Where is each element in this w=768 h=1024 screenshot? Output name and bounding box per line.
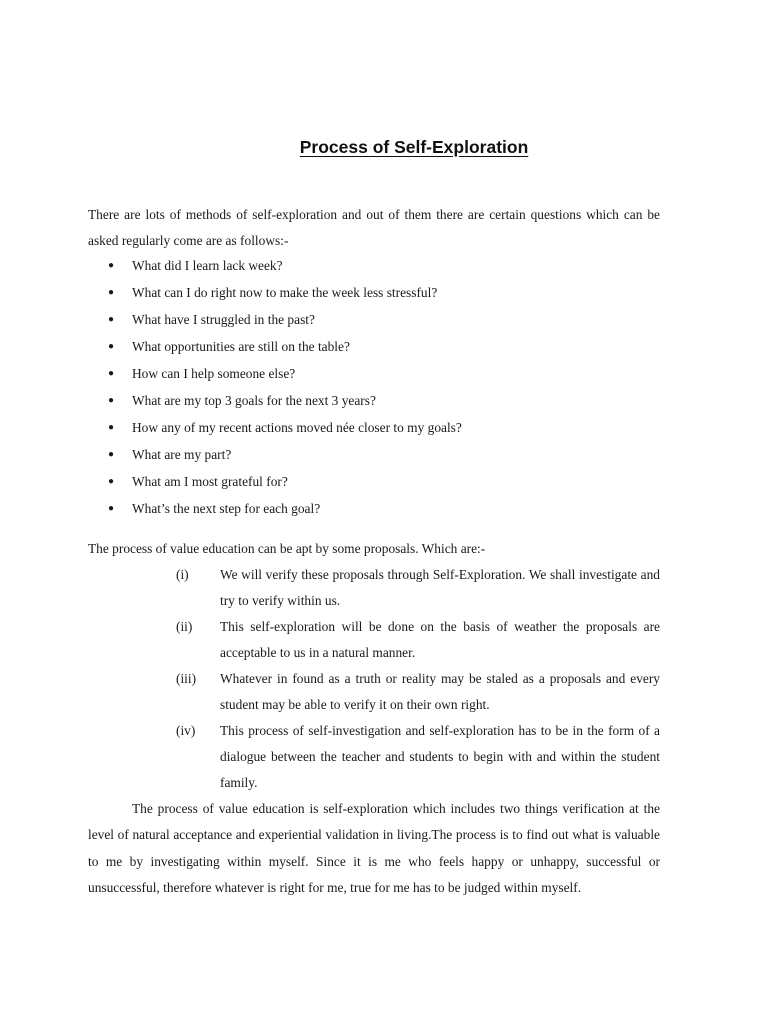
bullet-dot-icon: ● — [108, 287, 115, 298]
list-item: ● What’s the next step for each goal? — [88, 495, 660, 522]
bullet-dot-icon: ● — [108, 395, 115, 406]
proposal-item — [176, 666, 660, 718]
proposal-item — [176, 562, 660, 614]
list-item: ● How can I help someone else? — [88, 360, 660, 387]
intro-paragraph: There are lots of methods of self-exploration and out of them there are certain questions which can be asked regularly come are as follows:- — [88, 207, 660, 248]
proposal-item — [176, 614, 660, 666]
proposal-numeral: (ii) — [176, 619, 193, 634]
proposal-numeral: (iv) — [176, 723, 196, 738]
proposal-text: This self-exploration will be done on the basis of weather the proposals are acceptable to us in a natural manner. — [220, 619, 660, 660]
bullet-dot-icon: ● — [108, 314, 115, 325]
bullet-dot-icon: ● — [108, 476, 115, 487]
list-item: ● What am I most grateful for? — [88, 468, 660, 495]
proposal-numeral: (iii) — [176, 671, 197, 686]
bullet-dot-icon: ● — [108, 449, 115, 460]
question-list — [88, 252, 660, 522]
closing-paragraph: The process of value education is self-exploration which includes two things verification at the level of natural acceptance and experiential validation in living.The process is to find out what is valuable to me by investigating within myself. Since it is me who feels happy or unhappy, successful or unsuccessful, therefore whatever is right for me, true for me has to be judged within myself. — [88, 801, 660, 895]
proposal-item — [176, 718, 660, 796]
proposal-numeral: (i) — [176, 567, 189, 582]
proposal-text: This process of self-investigation and self-exploration has to be in the form of a dialogue between the teacher and students to begin with and within the student family. — [220, 723, 660, 790]
list-item: ● What are my part? — [88, 441, 660, 468]
bullet-dot-icon: ● — [108, 503, 115, 514]
list-item: ● How any of my recent actions moved née closer to my goals? — [88, 414, 660, 441]
proposal-list — [176, 562, 660, 796]
list-item: ● What opportunities are still on the table? — [88, 333, 660, 360]
list-item: ● What did I learn lack week? — [88, 252, 660, 279]
list-item: ● What are my top 3 goals for the next 3 years? — [88, 387, 660, 414]
proposal-text: Whatever in found as a truth or reality may be staled as a proposals and every student may be able to verify it on their own right. — [220, 671, 660, 712]
proposals-lead: The process of value education can be apt by some proposals. Which are:- — [88, 541, 486, 556]
bullet-dot-icon: ● — [108, 368, 115, 379]
bullet-dot-icon: ● — [108, 422, 115, 433]
list-item: ● What can I do right now to make the week less stressful? — [88, 279, 660, 306]
proposal-text: We will verify these proposals through Self-Exploration. We shall investigate and try to verify within us. — [220, 567, 660, 608]
bullet-dot-icon: ● — [108, 260, 115, 271]
list-item: ● What have I struggled in the past? — [88, 306, 660, 333]
page-title: Process of Self-Exploration — [299, 137, 529, 157]
bullet-dot-icon: ● — [108, 341, 115, 352]
